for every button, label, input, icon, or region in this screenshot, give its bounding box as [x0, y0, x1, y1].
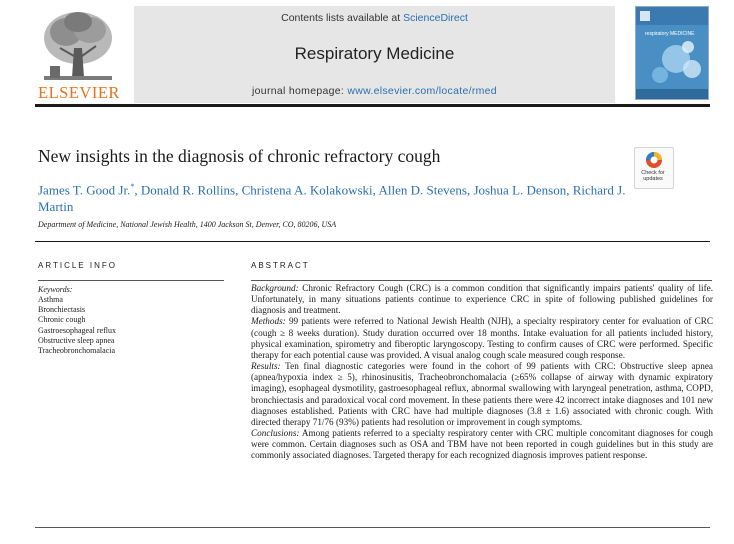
- journal-cover-image: [635, 6, 709, 100]
- cover-journal-label: respiratory MEDICINE: [645, 31, 695, 37]
- check-for-updates-badge[interactable]: [634, 147, 674, 189]
- conclusions-text: Among patients referred to a specialty respiratory center with CRC multiple concomitant diagnoses for cough were common. Certain diagnoses such as OSA and TBM have not been reported in cough guidelines but in this study are commonly associated diagnoses. Targeted therapy for each recognized diagnosis improves patient response.: [251, 428, 713, 461]
- abstract-background: [251, 283, 713, 316]
- keywords-label: Keywords:: [38, 285, 73, 294]
- sciencedirect-link[interactable]: ScienceDirect: [403, 12, 468, 24]
- keyword-list: [38, 295, 224, 356]
- article-info-heading: ARTICLE INFO: [38, 261, 117, 270]
- journal-homepage-link[interactable]: www.elsevier.com/locate/rmed: [347, 85, 497, 97]
- check-for-updates-label: [634, 170, 672, 182]
- journal-title: Respiratory Medicine: [294, 44, 455, 63]
- abstract-rule: [251, 280, 712, 281]
- author-link[interactable]: Donald R. Rollins: [140, 182, 236, 198]
- results-text: Ten final diagnostic categories were found in the cohort of 99 patients with CRC: Obstructive sleep apnea (apnea/hypoxia index ≥ 5), rhinosinusitis, Tracheobronchomalacia (≥65% collapse of airway with dynamic expiratory imaging), esophageal dysmotility, gastroesophageal reflux, abnormal swallowing with laryngeal penetration, asthma, COPD, bronchiectasis and paradoxical vocal cord movement. In these patients there were 42 incorrect intake diagnoses and 101 new diagnoses established. Patients with CRC have had multiple diagnoses (3.8 ± 1.6) associated with chronic cough. With directed therapy 71/76 (93%) patients had resolution or improvement in cough symptoms.: [251, 361, 713, 427]
- author-link[interactable]: Christena A. Kolakowski: [241, 182, 373, 198]
- author-link[interactable]: Allen D. Stevens: [378, 182, 467, 198]
- background-text: Chronic Refractory Cough (CRC) is a common condition that significantly impairs patients' quality of life. Unfortunately, in many situations patients continue to experience CRC in spite of following published guidelines for diagnosis and treatment.: [251, 283, 714, 316]
- corresponding-author-mark[interactable]: *: [130, 182, 135, 191]
- footer-rule: [35, 527, 710, 528]
- results-label: Results:: [251, 361, 281, 372]
- author-link[interactable]: James T. Good Jr.: [38, 182, 131, 198]
- author-link[interactable]: Joshua L. Denson: [473, 182, 567, 198]
- conclusions-label: Conclusions:: [251, 428, 300, 439]
- author-affiliation: Department of Medicine, National Jewish Health, 1400 Jackson St, Denver, CO, 80206, USA: [38, 220, 337, 229]
- methods-text: 99 patients were referred to National Jewish Health (NJH), a specialty respiratory center for evaluation of CRC (cough ≥ 8 weeks duration). Study duration occurred over 18 months. Intake evaluation for all patients included history, physical examination, spirometry and fiberoptic laryngoscopy. Testing to confirm causes of CRC were performed. Specific therapy for each potential cause was provided. A visual analog cough scale measured cough response.: [251, 316, 713, 360]
- badge-line-2: updates: [643, 176, 663, 182]
- contents-prefix: Contents lists available at: [281, 12, 404, 24]
- keyword-item: Tracheobronchomalacia: [38, 346, 116, 356]
- keyword-item: Asthma: [38, 295, 63, 304]
- keyword-item: Bronchiectasis: [38, 305, 86, 315]
- journal-homepage-line: [134, 85, 615, 97]
- abstract-heading: ABSTRACT: [251, 261, 310, 270]
- contents-line: [134, 12, 615, 24]
- abstract-methods: [251, 316, 713, 361]
- author-list: James T. Good Jr.*, Donald R. Rollins, Christena A. Kolakowski, Allen D. Stevens, Joshua L. Denson, Richard J. Martin: [38, 182, 626, 215]
- header-rule: [35, 104, 710, 107]
- abstract-body: [251, 283, 713, 462]
- abstract-conclusions: [251, 428, 713, 461]
- publisher-logo-text: ELSEVIER: [38, 83, 120, 102]
- keyword-item: Gastroesophageal reflux: [38, 325, 116, 335]
- keyword-item: Obstructive sleep apnea: [38, 335, 115, 345]
- badge-line-1: Check for: [641, 170, 665, 176]
- author-link[interactable]: Richard J. Martin: [38, 182, 626, 215]
- homepage-prefix: journal homepage:: [252, 85, 348, 97]
- abstract-results: [251, 361, 713, 428]
- background-label: Background:: [251, 283, 299, 293]
- keyword-item: Chronic cough: [38, 315, 86, 325]
- article-info-rule: [38, 280, 224, 281]
- methods-label: Methods:: [251, 316, 286, 327]
- check-for-updates-icon: [635, 148, 673, 170]
- article-title: New insights in the diagnosis of chronic refractory cough: [38, 146, 441, 166]
- section-rule: [35, 241, 710, 242]
